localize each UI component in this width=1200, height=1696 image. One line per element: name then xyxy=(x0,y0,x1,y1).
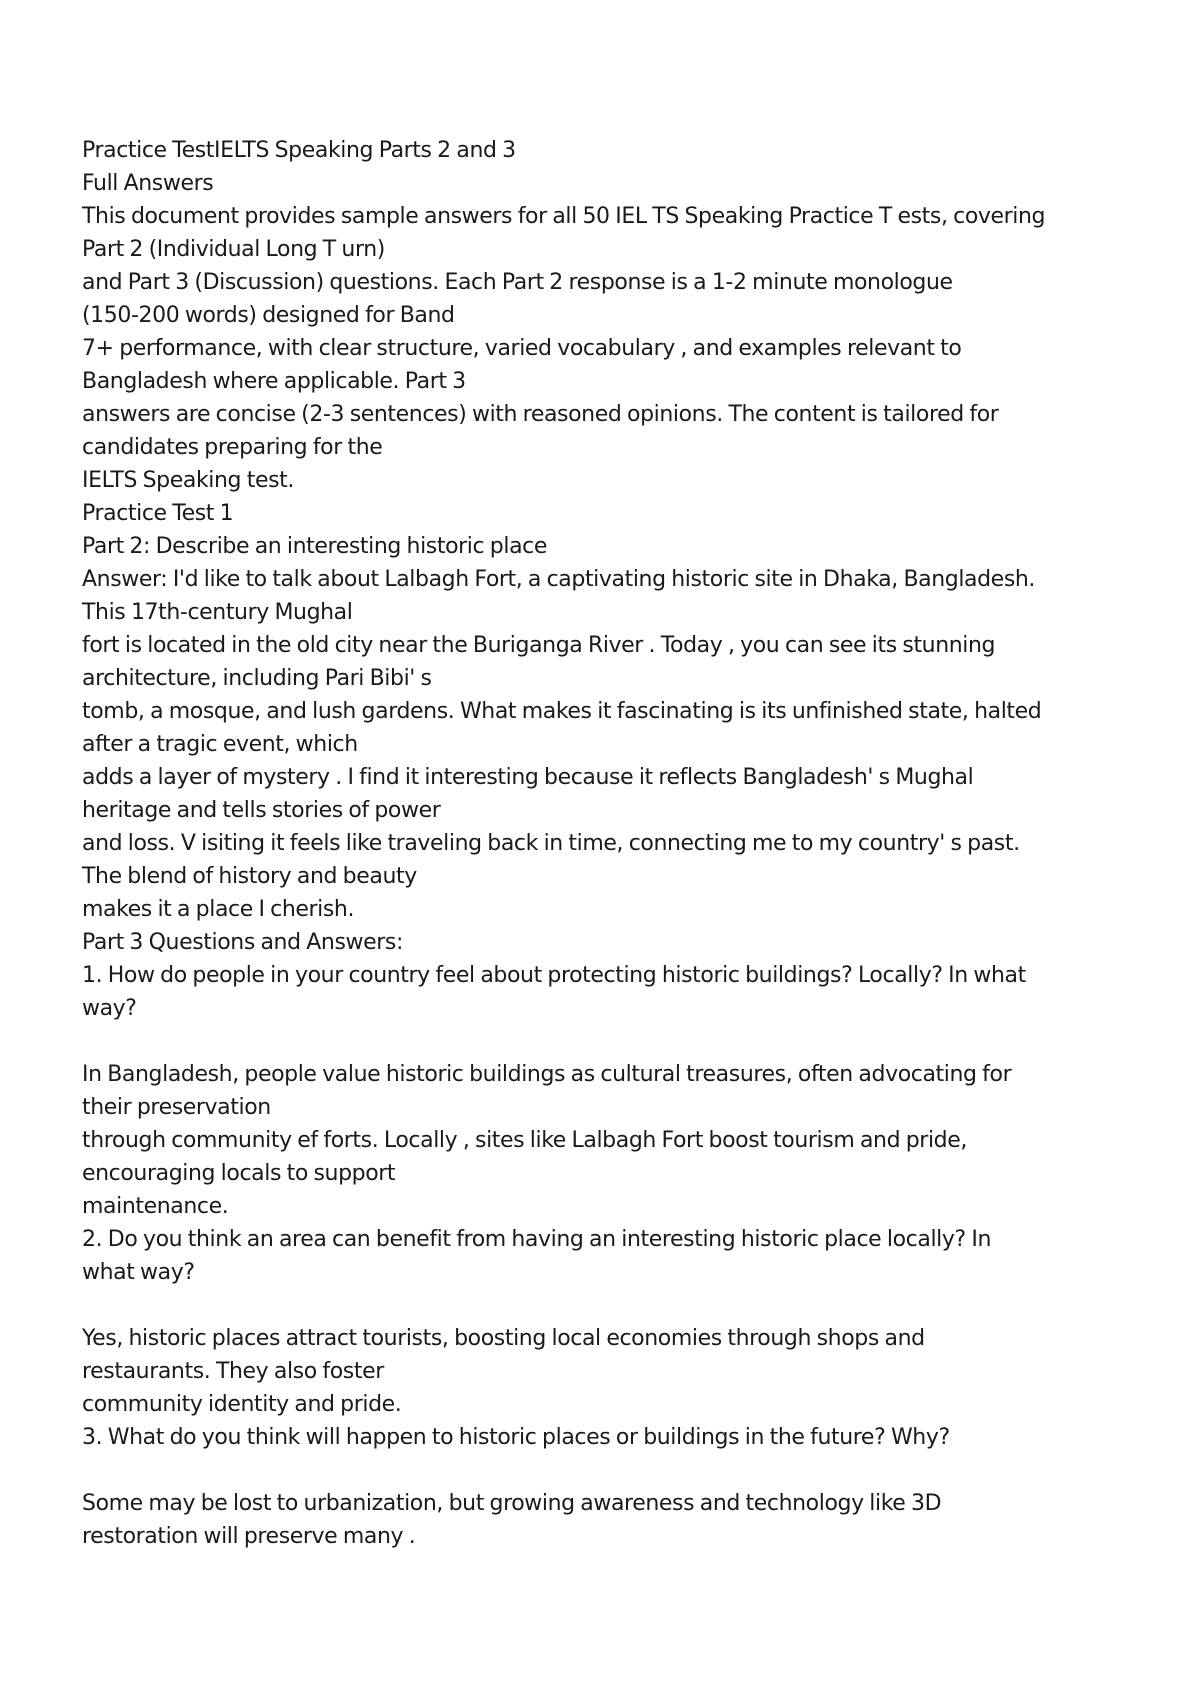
answer-line: This 17th-century Mughal xyxy=(82,600,353,625)
question-line: way? xyxy=(82,996,137,1021)
answer-line: architecture, including Pari Bibi' s xyxy=(82,666,432,691)
response-line: through community ef forts. Locally , sites like Lalbagh Fort boost tourism and pride, xyxy=(82,1128,967,1153)
intro-line: Bangladesh where applicable. Part 3 xyxy=(82,369,466,394)
intro-line: and Part 3 (Discussion) questions. Each Part 2 response is a 1-2 minute monologue xyxy=(82,270,953,295)
response-line: In Bangladesh, people value historic buildings as cultural treasures, often advocating for xyxy=(82,1062,1012,1087)
document-body xyxy=(82,134,1162,1553)
document-title: Practice TestIELTS Speaking Parts 2 and 3 xyxy=(82,138,516,163)
response-line: restaurants. They also foster xyxy=(82,1359,384,1384)
intro-line: answers are concise (2-3 sentences) with reasoned opinions. The content is tailored for xyxy=(82,402,999,427)
question-line: 1. How do people in your country feel about protecting historic buildings? Locally? In what xyxy=(82,963,1026,988)
part2-heading: Part 2: Describe an interesting historic place xyxy=(82,534,547,559)
answer-line: tomb, a mosque, and lush gardens. What makes it fascinating is its unfinished state, halted xyxy=(82,699,1042,724)
intro-line: IELTS Speaking test. xyxy=(82,468,294,493)
question-line: 2. Do you think an area can benefit from having an interesting historic place locally? In xyxy=(82,1227,992,1252)
answer-line: and loss. V isiting it feels like traveling back in time, connecting me to my country' s past. xyxy=(82,831,1020,856)
part3-heading: Part 3 Questions and Answers: xyxy=(82,930,403,955)
response-line: Yes, historic places attract tourists, boosting local economies through shops and xyxy=(82,1326,925,1351)
answer-line: The blend of history and beauty xyxy=(82,864,417,889)
response-line: maintenance. xyxy=(82,1194,229,1219)
section-heading: Practice Test 1 xyxy=(82,501,234,526)
blank-line xyxy=(82,1025,1162,1058)
response-line: encouraging locals to support xyxy=(82,1161,396,1186)
intro-line: (150-200 words) designed for Band xyxy=(82,303,455,328)
answer-line: Answer: I'd like to talk about Lalbagh Fort, a captivating historic site in Dhaka, Bangladesh. xyxy=(82,567,1036,592)
response-line: restoration will preserve many . xyxy=(82,1524,416,1549)
answer-line: adds a layer of mystery . I find it interesting because it reflects Bangladesh' s Mughal xyxy=(82,765,974,790)
response-line: their preservation xyxy=(82,1095,271,1120)
intro-line: candidates preparing for the xyxy=(82,435,383,460)
blank-line xyxy=(82,1289,1162,1322)
response-line: Some may be lost to urbanization, but growing awareness and technology like 3D xyxy=(82,1491,942,1516)
intro-line: Part 2 (Individual Long T urn) xyxy=(82,237,385,262)
intro-line: 7+ performance, with clear structure, varied vocabulary , and examples relevant to xyxy=(82,336,962,361)
document-subtitle: Full Answers xyxy=(82,171,214,196)
question-line: 3. What do you think will happen to historic places or buildings in the future? Why? xyxy=(82,1425,950,1450)
answer-line: after a tragic event, which xyxy=(82,732,358,757)
response-line: community identity and pride. xyxy=(82,1392,402,1417)
answer-line: heritage and tells stories of power xyxy=(82,798,441,823)
blank-line xyxy=(82,1454,1162,1487)
answer-line: makes it a place I cherish. xyxy=(82,897,355,922)
question-line: what way? xyxy=(82,1260,195,1285)
intro-line: This document provides sample answers for all 50 IEL TS Speaking Practice T ests, covering xyxy=(82,204,1046,229)
answer-line: fort is located in the old city near the Buriganga River . Today , you can see its stunning xyxy=(82,633,996,658)
